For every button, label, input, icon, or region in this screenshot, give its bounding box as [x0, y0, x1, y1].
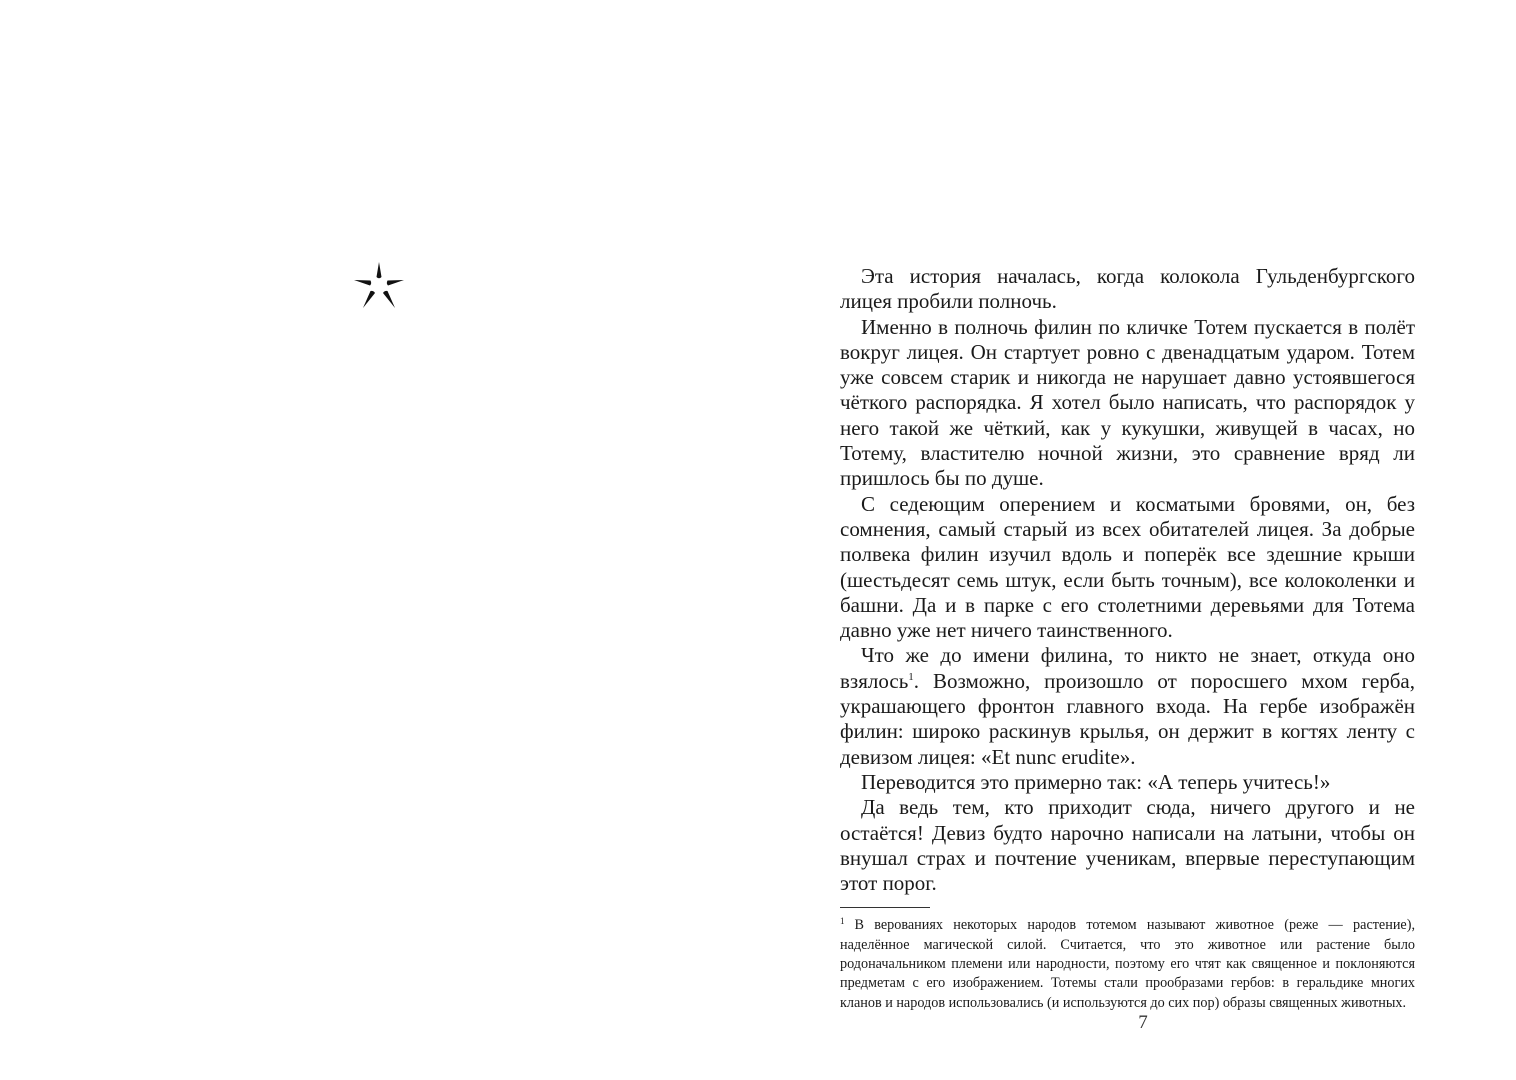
page-number: 7: [1138, 1012, 1148, 1033]
paragraph: Да ведь тем, кто приходит сюда, ничего другого и не остаётся! Девиз будто нарочно написали на латыни, чтобы он внушал страх и почтение ученикам, впервые переступающим этот порог.: [840, 795, 1415, 896]
paragraph: Именно в полночь филин по кличке Тотем пускается в полёт вокруг лицея. Он стартует ровно с двенадцатым ударом. Тотем уже совсем старик и никогда не нарушает давно устоявшегося чёткого распорядка. Я хотел было написать, что распорядок у него такой же чёткий, как у кукушки, живущей в часах, но Тотему, властителю ночной жизни, это сравнение вряд ли пришлось бы по душе.: [840, 314, 1415, 491]
text-block: [840, 264, 1415, 1013]
paragraph: Эта история началась, когда колокола Гульденбургского лицея пробили полночь.: [840, 264, 1415, 314]
footnote: [840, 916, 1415, 1012]
footnote-divider: [840, 907, 930, 908]
paragraph-text: Что же до имени филина, то никто не знает, откуда оно взялось: [840, 643, 1415, 693]
footnote-reference: 1: [908, 670, 914, 683]
star-ornament-icon: [352, 260, 406, 310]
paragraph-text: . Возможно, произошло от поросшего мхом герба, украшающего фронтон главного входа. На гербе изображён филин: широко раскинув крылья, он держит в когтях ленту с девизом лицея: «Et nunc erudite».: [840, 668, 1415, 769]
paragraph: [840, 643, 1415, 769]
footnote-text: В верованиях некоторых народов тотемом называют животное (реже — растение), наделённое магической силой. Считается, что это животное или растение было родоначальником племени или народности, поэтому его чтят как священное и поклоняются предметам с его изображением. Тотемы стали прообразами гербов: в геральдике многих кланов и народов использовались (и используются до сих пор) образы священных животных.: [840, 917, 1415, 1011]
paragraph: Переводится это примерно так: «А теперь учитесь!»: [861, 769, 1331, 794]
body-text: [840, 264, 1415, 896]
paragraph: С седеющим оперением и косматыми бровями, он, без сомнения, самый старый из всех обитателей лицея. За добрые полвека филин изучил вдоль и поперёк все здешние крыши (шестьдесят семь штук, если быть точным), все колоколенки и башни. Да и в парке с его столетними деревьями для Тотема давно уже нет ничего таинственного.: [840, 491, 1415, 643]
right-page: [758, 0, 1516, 1080]
footnote-mark: 1: [840, 915, 845, 926]
